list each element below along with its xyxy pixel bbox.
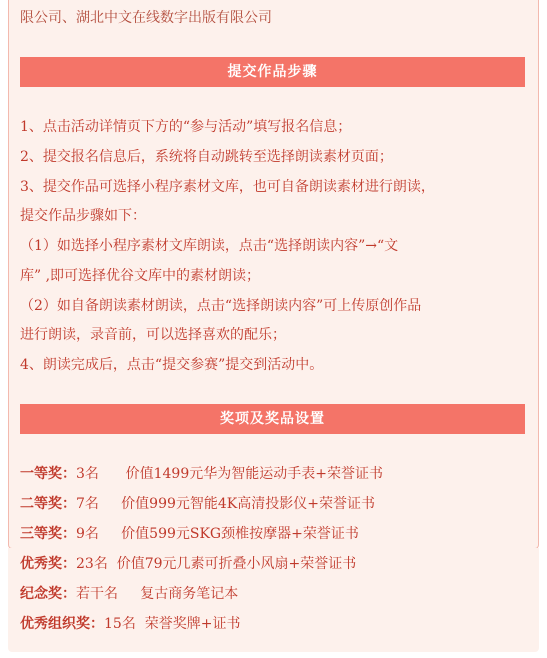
prize-row <box>20 585 238 603</box>
step-line: 3、提交作品可选择小程序素材文库，也可自备朗读素材进行朗读， <box>20 179 435 195</box>
prize-label: 二等奖： <box>20 496 76 512</box>
step-line: 2、提交报名信息后，系统将自动跳转至选择朗读素材页面； <box>20 149 393 165</box>
step-line: 进行朗读，录音前，可以选择喜欢的配乐； <box>20 327 286 343</box>
prize-detail: 15名 荣誉奖牌+证书 <box>104 616 241 632</box>
prize-label: 三等奖： <box>20 526 76 542</box>
step-line: 提交作品步骤如下： <box>20 208 146 224</box>
prize-detail: 3名 价值1499元华为智能运动手表+荣誉证书 <box>76 466 383 482</box>
prize-row <box>20 615 240 633</box>
prize-detail: 若干名 复古商务笔记本 <box>76 586 239 602</box>
prize-label: 纪念奖： <box>20 586 76 602</box>
step-line: （2）如自备朗读素材朗读，点击“选择朗读内容”可上传原创作品 <box>20 298 422 314</box>
step-line: 4、朗读完成后，点击“提交参赛”提交到活动中。 <box>20 357 324 373</box>
prize-detail: 7名 价值999元智能4K高清投影仪+荣誉证书 <box>76 496 375 512</box>
prize-detail: 9名 价值599元SKG颈椎按摩器+荣誉证书 <box>76 526 359 542</box>
prize-label: 一等奖： <box>20 466 76 482</box>
prize-row <box>20 555 356 573</box>
prizes-section-banner: 奖项及奖品设置 <box>20 404 525 434</box>
prize-row <box>20 525 359 543</box>
prize-row <box>20 465 383 483</box>
organizer-line: 限公司、湖北中文在线数字出版有限公司 <box>20 10 272 26</box>
prize-label: 优秀奖： <box>20 556 76 572</box>
prize-detail: 23名 价值79元几素可折叠小风扇+荣誉证书 <box>76 556 357 572</box>
prize-row <box>20 495 375 513</box>
step-line: 库” ,即可选择优谷文库中的素材朗读； <box>20 268 261 284</box>
step-line: （1）如选择小程序素材文库朗读，点击“选择朗读内容”→“文 <box>20 238 399 254</box>
steps-section-banner: 提交作品步骤 <box>20 57 525 87</box>
prize-label: 优秀组织奖： <box>20 616 104 632</box>
step-line: 1、点击活动详情页下方的“参与活动”填写报名信息； <box>20 119 352 135</box>
